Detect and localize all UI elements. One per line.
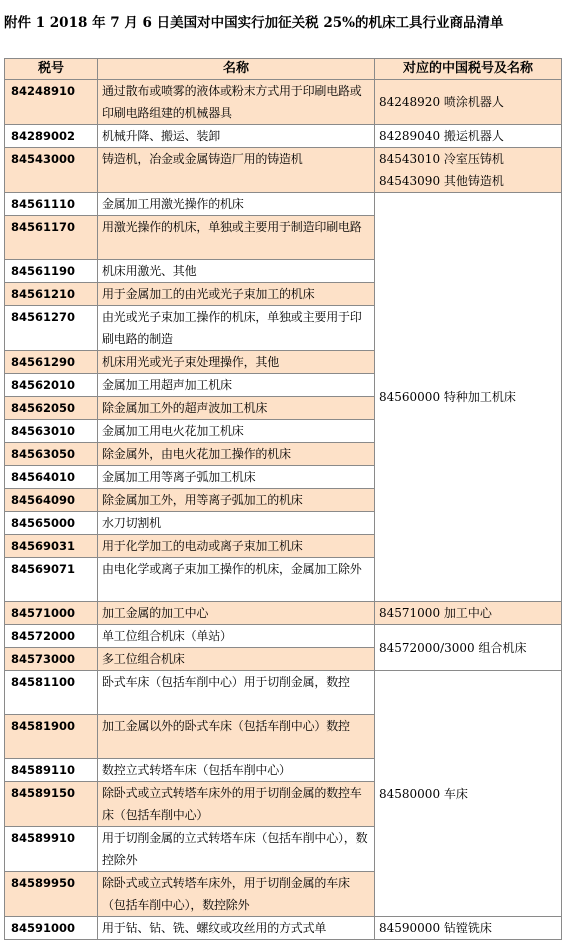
cn-line: 84248920 喷涂机器人 [379, 95, 504, 109]
row-name: 由光或光子束加工操作的机床，单独或主要用于印刷电路的制造 [98, 306, 375, 351]
row-code: 84589150 [5, 782, 98, 827]
cn-line: 84580000 车床 [379, 786, 468, 801]
row-code: 84569071 [5, 558, 98, 602]
table-row [5, 125, 562, 148]
table-row [5, 80, 562, 125]
row-name: 铸造机，冶金或金属铸造厂用的铸造机 [98, 148, 375, 193]
row-name: 除金属加工外的超声波加工机床 [98, 397, 375, 420]
row-name: 金属加工用超声加工机床 [98, 374, 375, 397]
row-code: 84589910 [5, 827, 98, 872]
row-name: 加工金属的加工中心 [98, 602, 375, 625]
cn-line: 84289040 搬运机器人 [379, 129, 504, 143]
header-code: 税号 [5, 59, 98, 80]
row-code: 84581900 [5, 715, 98, 759]
table-row [5, 671, 562, 715]
table-row [5, 148, 562, 193]
row-code: 84564010 [5, 466, 98, 489]
cn-line: 84571000 加工中心 [379, 606, 492, 620]
row-name: 除金属外，由电火花加工操作的机床 [98, 443, 375, 466]
row-code: 84589110 [5, 759, 98, 782]
row-code: 84565000 [5, 512, 98, 535]
row-name: 用于钻、钻、铣、螺纹或攻丝用的方式式单 [98, 917, 375, 940]
row-code: 84589950 [5, 872, 98, 917]
table-row [5, 602, 562, 625]
cn-line: 84590000 钻镗铣床 [379, 921, 492, 935]
table-row [5, 625, 562, 648]
row-name: 用于化学加工的电动或离子束加工机床 [98, 535, 375, 558]
cn-line: 84560000 特种加工机床 [379, 390, 516, 404]
row-name: 数控立式转塔车床（包括车削中心） [98, 759, 375, 782]
row-code: 84562050 [5, 397, 98, 420]
row-code: 84561190 [5, 260, 98, 283]
cn-group [375, 125, 562, 148]
cn-group [375, 917, 562, 940]
cn-group [375, 625, 562, 671]
row-code: 84561290 [5, 351, 98, 374]
row-name: 机床用光或光子束处理操作，其他 [98, 351, 375, 374]
row-name: 由电化学或离子束加工操作的机床，金属加工除外 [98, 558, 375, 602]
row-name: 单工位组合机床（单站） [98, 625, 375, 648]
row-name: 多工位组合机床 [98, 648, 375, 671]
cn-group [375, 193, 562, 602]
row-code: 84572000 [5, 625, 98, 648]
row-code: 84543000 [5, 148, 98, 193]
row-code: 84562010 [5, 374, 98, 397]
cn-group [375, 671, 562, 917]
row-name: 水刀切割机 [98, 512, 375, 535]
row-name: 用于金属加工的由光或光子束加工的机床 [98, 283, 375, 306]
row-name: 加工金属以外的卧式车床（包括车削中心）数控 [98, 715, 375, 759]
table-header-row [5, 59, 562, 80]
row-code: 84561110 [5, 193, 98, 216]
cn-line: 84572000/3000 组合机床 [379, 640, 527, 655]
row-name: 金属加工用电火花加工机床 [98, 420, 375, 443]
row-name: 通过散布或喷雾的液体或粉末方式用于印刷电路或印刷电路组建的机械器具 [98, 80, 375, 125]
table-row [5, 193, 562, 216]
cn-group [375, 602, 562, 625]
row-code: 84564090 [5, 489, 98, 512]
row-name: 用于切削金属的立式转塔车床（包括车削中心），数控除外 [98, 827, 375, 872]
row-name: 除金属加工外，用等离子弧加工的机床 [98, 489, 375, 512]
row-code: 84561270 [5, 306, 98, 351]
row-name: 金属加工用等离子弧加工机床 [98, 466, 375, 489]
row-name: 除卧式或立式转塔车床外，用于切削金属的车床（包括车削中心），数控除外 [98, 872, 375, 917]
header-cn: 对应的中国税号及名称 [375, 59, 562, 80]
table-row [5, 917, 562, 940]
header-name: 名称 [98, 59, 375, 80]
row-code: 84289002 [5, 125, 98, 148]
row-code: 84248910 [5, 80, 98, 125]
cn-line: 84543010 冷室压铸机 [379, 152, 504, 166]
row-name: 卧式车床（包括车削中心）用于切削金属，数控 [98, 671, 375, 715]
row-code: 84591000 [5, 917, 98, 940]
cn-group [375, 148, 562, 193]
row-code: 84573000 [5, 648, 98, 671]
row-name: 用激光操作的机床，单独或主要用于制造印刷电路 [98, 216, 375, 260]
row-name: 金属加工用激光操作的机床 [98, 193, 375, 216]
row-code: 84581100 [5, 671, 98, 715]
document-title: 附件 1 2018 年 7 月 6 日美国对中国实行加征关税 25%的机床工具行业商品清单 [4, 15, 504, 31]
cn-group [375, 80, 562, 125]
row-code: 84571000 [5, 602, 98, 625]
row-code: 84563010 [5, 420, 98, 443]
row-code: 84561210 [5, 283, 98, 306]
tariff-table [4, 58, 562, 940]
row-code: 84569031 [5, 535, 98, 558]
cn-line: 84543090 其他铸造机 [379, 174, 504, 188]
row-code: 84563050 [5, 443, 98, 466]
row-name: 除卧式或立式转塔车床外的用于切削金属的数控车床（包括车削中心） [98, 782, 375, 827]
row-name: 机械升降、搬运、装卸 [98, 125, 375, 148]
row-name: 机床用激光、其他 [98, 260, 375, 283]
row-code: 84561170 [5, 216, 98, 260]
